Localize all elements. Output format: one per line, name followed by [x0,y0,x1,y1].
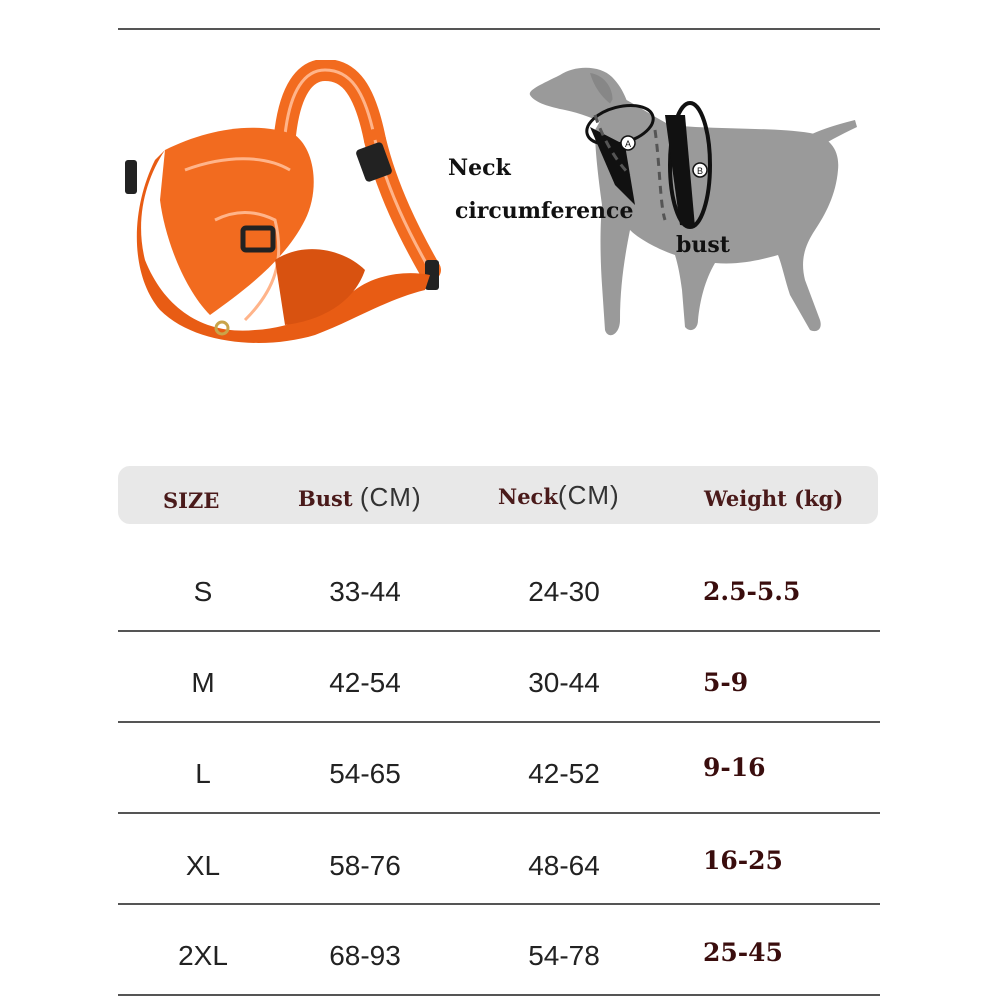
cell-bust: 42-54 [329,667,401,698]
header-weight: Weight (kg) [704,486,844,511]
bust-label: bust [676,232,730,258]
table-row [118,632,880,723]
neck-circumference-label: circumference [455,198,634,224]
header-neck-label: Neck [498,484,558,509]
table-row [118,541,880,632]
harness-image [125,60,455,350]
neck-label: Neck [448,155,511,181]
cell-neck: 30-44 [528,667,600,698]
cell-size: 2XL [178,940,228,971]
cell-weight: 9-16 [703,753,766,782]
cell-bust: 33-44 [329,576,401,607]
header-bust-unit: (CM) [359,482,422,512]
cell-neck: 54-78 [528,940,600,971]
cell-bust: 54-65 [329,758,401,789]
marker-a: A [624,139,632,149]
header-bust [298,482,422,513]
row-divider [118,994,880,996]
cell-size: S [193,576,213,607]
cell-weight: 25-45 [703,938,783,967]
cell-weight: 16-25 [703,846,783,875]
table-row [118,905,880,996]
cell-size: L [195,758,211,789]
table-row [118,723,880,814]
cell-weight: 5-9 [703,668,749,697]
header-bust-label: Bust [298,486,353,511]
cell-size: M [191,667,215,698]
cell-bust: 68-93 [329,940,401,971]
cell-weight: 2.5-5.5 [703,577,801,606]
header-size: SIZE [163,488,220,513]
cell-neck: 48-64 [528,850,600,881]
cell-neck: 42-52 [528,758,600,789]
header-neck [498,480,620,511]
table-row [118,814,880,905]
marker-b: B [696,166,704,176]
top-divider [118,28,880,30]
header-neck-unit: (CM) [557,480,620,510]
cell-neck: 24-30 [528,576,600,607]
cell-bust: 58-76 [329,850,401,881]
cell-size: XL [185,850,221,881]
